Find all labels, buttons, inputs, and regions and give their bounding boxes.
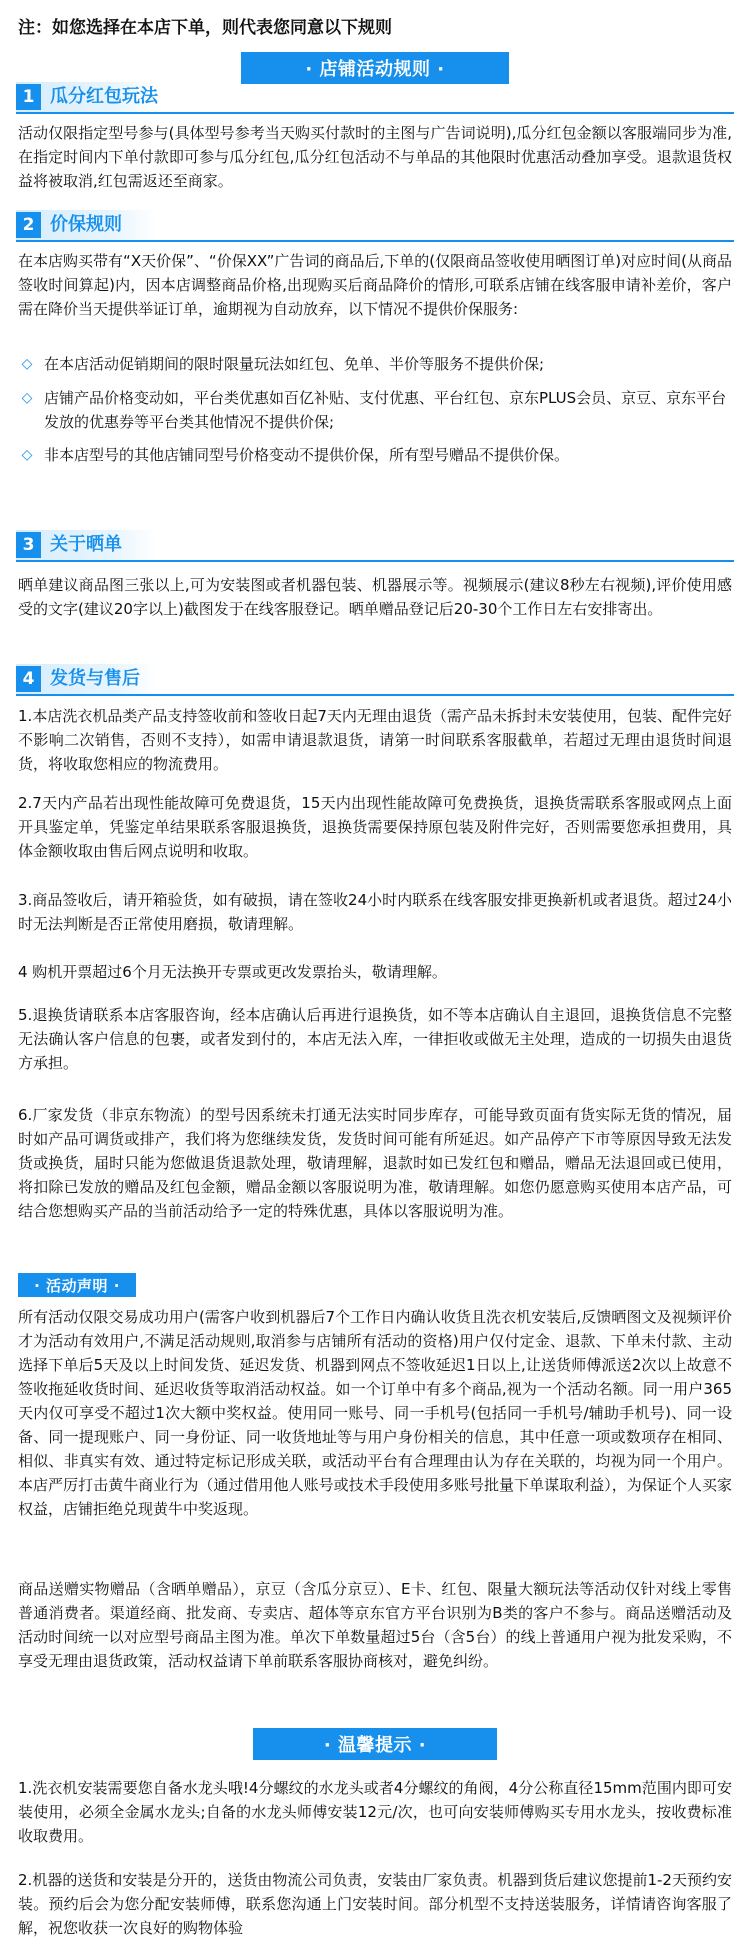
price-protection-text: 在本店购买带有“X天价保”、“价保XX”广告词的商品后,下单的(仅限商品签收使用晒图订单)对应时间(从商品签收时间算起)内，因本店调整商品价格,出现购买后商品降价的情形,可联系店铺在线客服申请补差价，客户需在降价当天提供举证订单，逾期视为自动放弃，以下情况不提供价保服务:: [18, 252, 732, 318]
section-header-1: [16, 82, 734, 114]
section-number-badge: 1: [16, 84, 41, 110]
warm-tips-banner: · 温馨提示 ·: [253, 1728, 497, 1760]
section-header-4: [16, 664, 734, 696]
price-protection-bullet: [21, 352, 732, 376]
shipping-after-sales-item: 1.本店洗衣机品类产品支持签收前和签收日起7天内无理由退货（需产品未拆封未安装使用，包装、配件完好不影响二次销售，否则不支持），如需申请退款退货，请第一时间联系客服截单，若超过无理由退货时间退货，将收取您相应的物流费用。: [18, 707, 732, 773]
bullet-text: 店铺产品价格变动如，平台类优惠如百亿补贴、支付优惠、平台红包、京东PLUS会员、京豆、京东平台发放的优惠券等平台类其他情况不提供价保;: [44, 389, 727, 431]
shipping-after-sales-item: 3.商品签收后，请开箱验货，如有破损，请在签收24小时内联系在线客服安排更换新机或者退货。超过24小时无法判断是否正常使用磨损，敬请理解。: [18, 891, 732, 933]
section-title: 发货与售后: [50, 668, 140, 689]
section-number-badge: 3: [16, 532, 41, 558]
header-underline: [16, 240, 734, 242]
price-protection-bullet: [21, 386, 732, 434]
section-title: 瓜分红包玩法: [50, 86, 158, 107]
activity-statement-text: 所有活动仅限交易成功用户(需客户收到机器后7个工作日内确认收货且洗衣机安装后,反馈晒图文及视频评价才为活动有效用户,不满足活动规则,取消参与店铺所有活动的资格)用户仅付定金、退款、下单未付款、主动选择下单后5天及以上时间发货、延迟发货、机器到网点不签收延迟1日以上,让送货师傅派送2次以上故意不签收拖延收货时间、延迟收货等取消活动权益。如一个订单中有多个商品,视为一个活动名额。同一用户365天内仅可享受不超过1次大额中奖权益。使用同一账号、同一手机号(包括同一手机号/辅助手机号)、同一设备、同一提现账户、同一身份证、同一收货地址等与用户身份相关的信息，其中任意一项或数项存在相同、相似、非真实有效、通过特定标记形成关联，或活动平台有合理理由认为存在关联的，均视为同一个用户。本店严厉打击黄牛商业行为（通过借用他人账号或技术手段使用多账号批量下单谋取利益），为保证个人买家权益，店铺拒绝兑现黄牛中奖返现。: [18, 1308, 732, 1518]
section-header-2: [16, 210, 734, 242]
warm-tip-item: 1.洗衣机安装需要您自备水龙头哦!4分螺纹的水龙头或者4分螺纹的角阀，4分公称直径15mm范围内即可安装使用，必须全金属水龙头;自备的水龙头师傅安装12元/次，也可向安装师傅购买专用水龙头，按收费标准收取费用。: [18, 1779, 732, 1845]
shipping-after-sales-item: 4 购机开票超过6个月无法换开专票或更改发票抬头，敬请理解。: [18, 963, 447, 981]
diamond-bullet-icon: ◇: [21, 447, 33, 463]
section-number-badge: 2: [16, 212, 41, 238]
store-rules-banner: · 店铺活动规则 ·: [241, 52, 509, 84]
section-title: 价保规则: [50, 214, 122, 235]
header-underline: [16, 694, 734, 696]
activity-statement-banner: · 活动声明 ·: [18, 1273, 136, 1297]
activity-statement-text: 商品送赠实物赠品（含晒单赠品），京豆（含瓜分京豆）、E卡、红包、限量大额玩法等活动仅针对线上零售普通消费者。渠道经商、批发商、专卖店、超体等京东官方平台识别为B类的客户不参与。商品送赠活动及活动时间统一以对应型号商品主图为准。单次下单数量超过5台（含5台）的线上普通用户视为批发采购，不享受无理由退货政策，活动权益请下单前联系客服协商核对，避免纠纷。: [18, 1580, 732, 1670]
shipping-after-sales-item: 2.7天内产品若出现性能故障可免费退货，15天内出现性能故障可免费换货，退换货需联系客服或网点上面开具鉴定单，凭鉴定单结果联系客服退换货，退换货需要保持原包装及附件完好，否则需要您承担费用，具体金额收取由售后网点说明和收取。: [18, 794, 732, 860]
diamond-bullet-icon: ◇: [21, 356, 33, 372]
header-underline: [16, 560, 734, 562]
section-number-badge: 4: [16, 666, 41, 692]
order-agreement-note: 注：如您选择在本店下单，则代表您同意以下规则: [18, 18, 392, 38]
review-posting-text: 晒单建议商品图三张以上,可为安装图或者机器包装、机器展示等。视频展示(建议8秒左右视频),评价使用感受的文字(建议20字以上)截图发于在线客服登记。晒单赠品登记后20-30个工作日左右安排寄出。: [18, 576, 732, 618]
section-title: 关于晒单: [50, 534, 122, 555]
header-underline: [16, 112, 734, 114]
bullet-text: 非本店型号的其他店铺同型号价格变动不提供价保，所有型号赠品不提供价保。: [44, 446, 570, 464]
shipping-after-sales-item: 6.厂家发货（非京东物流）的型号因系统未打通无法实时同步库存，可能导致页面有货实际无货的情况，届时如产品可调货或排产，我们将为您继续发货，发货时间可能有所延迟。如产品停产下市等原因导致无法发货或换货，届时只能为您做退货退款处理，敬请理解，退款时如已发红包和赠品，赠品无法退回或已使用，将扣除已发放的赠品及红包金额，赠品金额以客服说明为准，敬请理解。如您仍愿意购买使用本店产品，可结合您想购买产品的当前活动给予一定的特殊优惠，具体以客服说明为准。: [18, 1106, 732, 1220]
bullet-text: 在本店活动促销期间的限时限量玩法如红包、免单、半价等服务不提供价保;: [44, 355, 545, 373]
section-header-3: [16, 530, 734, 562]
warm-tip-item: 2.机器的送货和安装是分开的，送货由物流公司负责，安装由厂家负责。机器到货后建议您提前1-2天预约安装。预约后会为您分配安装师傅，联系您沟通上门安装时间。部分机型不支持送装服务，详情请咨询客服了解，祝您收获一次良好的购物体验: [18, 1871, 732, 1937]
shipping-after-sales-item: 5.退换货请联系本店客服咨询，经本店确认后再进行退换货，如不等本店确认自主退回，退换货信息不完整无法确认客户信息的包裹，或者发到付的，本店无法入库，一律拒收或做无主处理，造成的一切损失由退货方承担。: [18, 1006, 732, 1072]
red-packet-rules-text: 活动仅限指定型号参与(具体型号参考当天购买付款时的主图与广告词说明),瓜分红包金额以客服端同步为准,在指定时间内下单付款即可参与瓜分红包,瓜分红包活动不与单品的其他限时优惠活动叠加享受。退款退货权益将被取消,红包需返还至商家。: [18, 124, 732, 190]
diamond-bullet-icon: ◇: [21, 390, 33, 406]
price-protection-bullet: [21, 443, 732, 467]
